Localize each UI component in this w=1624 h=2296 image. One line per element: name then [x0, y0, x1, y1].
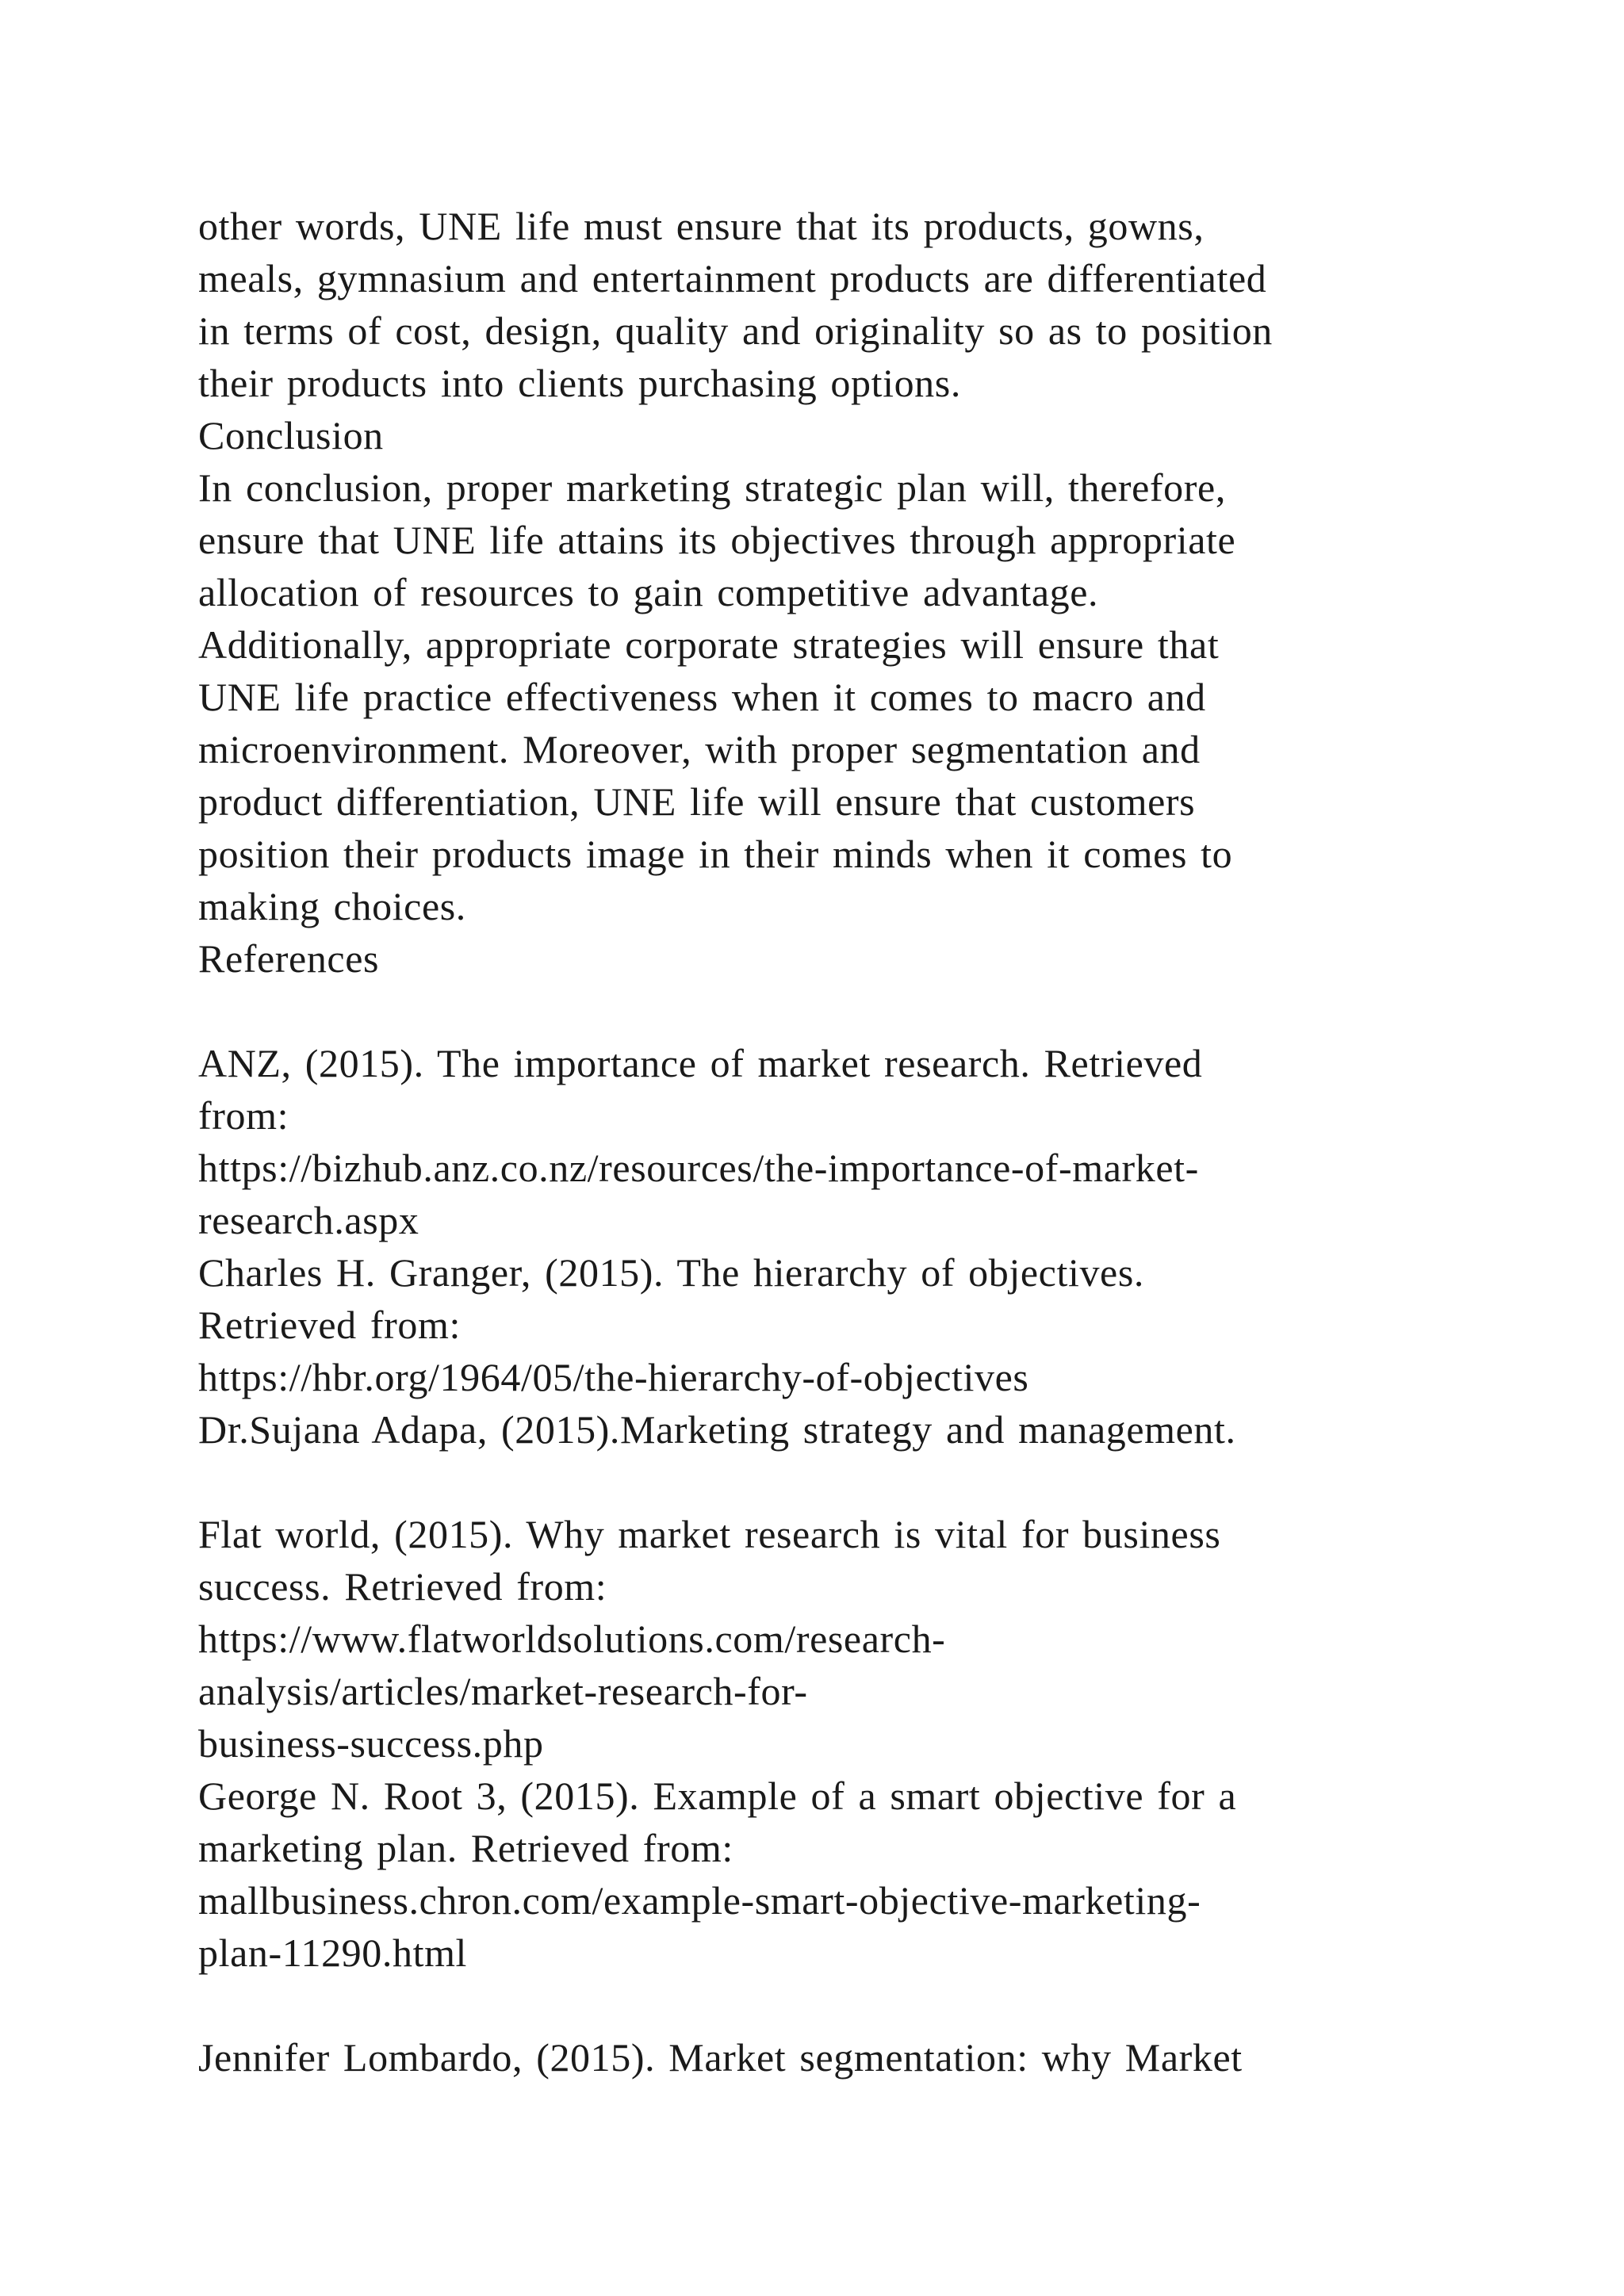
- text-line: from:: [198, 1093, 289, 1138]
- blank-line: [198, 985, 1435, 1037]
- text-line: other words, UNE life must ensure that its products, gowns,: [198, 204, 1205, 248]
- text-line: Additionally, appropriate corporate strategies will ensure that: [198, 622, 1220, 667]
- text-line: George N. Root 3, (2015). Example of a smart objective for a: [198, 1774, 1237, 1818]
- text-column: [198, 200, 1435, 2084]
- blank-line: [198, 1456, 1435, 1508]
- text-line: allocation of resources to gain competitive advantage.: [198, 570, 1099, 614]
- section-heading-references: References: [198, 936, 380, 981]
- text-line: Charles H. Granger, (2015). The hierarchy of objectives.: [198, 1250, 1144, 1295]
- text-line: making choices.: [198, 884, 466, 928]
- text-line: Dr.Sujana Adapa, (2015).Marketing strategy and management.: [198, 1407, 1236, 1452]
- text-line: https://www.flatworldsolutions.com/research-: [198, 1617, 946, 1661]
- text-line: mallbusiness.chron.com/example-smart-objective-marketing-: [198, 1878, 1201, 1923]
- text-line: business-success.php: [198, 1721, 544, 1766]
- text-line: Retrieved from:: [198, 1303, 461, 1347]
- text-line: Flat world, (2015). Why market research is vital for business: [198, 1512, 1221, 1556]
- text-line: product differentiation, UNE life will ensure that customers: [198, 779, 1196, 824]
- text-line: meals, gymnasium and entertainment products are differentiated: [198, 256, 1267, 300]
- text-line: marketing plan. Retrieved from:: [198, 1826, 733, 1870]
- text-line: analysis/articles/market-research-for-: [198, 1669, 808, 1713]
- blank-line: [198, 1979, 1435, 2031]
- text-line: Jennifer Lombardo, (2015). Market segmentation: why Market: [198, 2035, 1243, 2080]
- text-line: their products into clients purchasing options.: [198, 361, 961, 405]
- text-line: research.aspx: [198, 1198, 419, 1242]
- text-line: microenvironment. Moreover, with proper segmentation and: [198, 727, 1201, 771]
- text-line: position their products image in their minds when it comes to: [198, 832, 1233, 876]
- text-line: success. Retrieved from:: [198, 1564, 607, 1609]
- text-line: plan-11290.html: [198, 1931, 468, 1975]
- text-line: https://hbr.org/1964/05/the-hierarchy-of-objectives: [198, 1355, 1029, 1399]
- text-line: ensure that UNE life attains its objectives through appropriate: [198, 518, 1236, 562]
- text-line: UNE life practice effectiveness when it comes to macro and: [198, 675, 1206, 719]
- text-line: https://bizhub.anz.co.nz/resources/the-importance-of-market-: [198, 1146, 1199, 1190]
- text-line: In conclusion, proper marketing strategic plan will, therefore,: [198, 465, 1226, 510]
- section-heading-conclusion: Conclusion: [198, 413, 384, 457]
- text-line: in terms of cost, design, quality and originality so as to position: [198, 308, 1273, 353]
- text-line: ANZ, (2015). The importance of market research. Retrieved: [198, 1041, 1203, 1085]
